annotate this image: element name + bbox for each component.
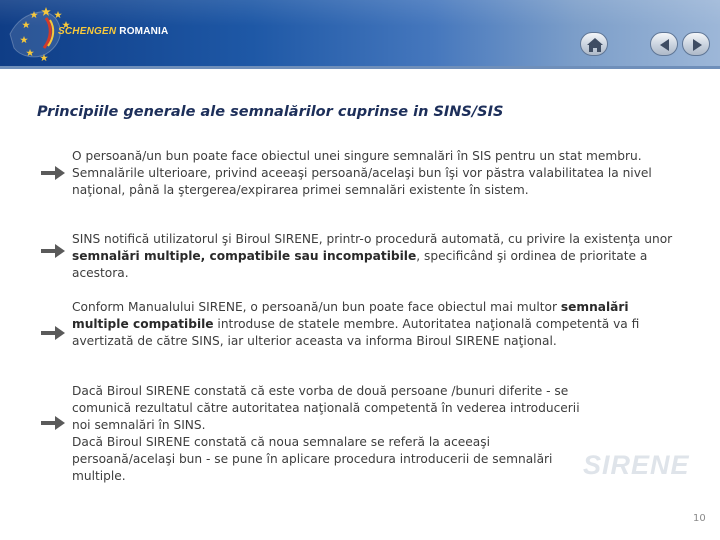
right-arrow-icon [40, 415, 66, 431]
bullet-4-text [72, 383, 592, 434]
right-arrow-icon [40, 325, 66, 341]
bullet-3-segment-end: introduse de statele membre. Autoritatea naţională competentă va fi avertizată de către SINS, iar ulterior aceasta va informa Biroul SIRENE naţional. [72, 317, 640, 348]
brand-romania: ROMANIA [119, 26, 169, 37]
previous-button[interactable] [650, 32, 678, 56]
brand-schengen: SCHENGEN [58, 26, 117, 37]
bullet-2-segment: SINS notifică utilizatorul şi Biroul SIRENE, printr-o procedură automată, cu privire la existenţa unor [72, 232, 673, 246]
header-bar [0, 0, 720, 66]
bullet-1-segment: O persoană/un bun poate face obiectul unei singure semnalări în SIS pentru un stat membru. Semnalările ulterioare, privind aceeaşi persoană/acelaşi bun îşi vor păstra valabilitatea la nivel naţional, până la ştergerea/expirarea primei semnalări existente în sistem. [72, 149, 652, 197]
brand-label [58, 26, 168, 37]
triangle-left-icon [651, 33, 679, 57]
bullet-2-segment-end: , specificând şi ordinea de prioritate a acestora. [72, 249, 648, 280]
bullet-4-line-a: Dacă Biroul SIRENE constată că este vorba de două persoane /bunuri diferite - se comunică rezultatul către autoritatea naţională competentă în vederea introducerii noi semnalări în SINS. [72, 384, 580, 432]
page-number: 10 [693, 513, 706, 524]
bullet-2-text [72, 231, 684, 282]
slide-title: Principiile generale ale semnalărilor cuprinse in SINS/SIS [37, 104, 504, 120]
sirene-watermark: SIRENE [583, 450, 690, 480]
bullet-3-segment: Conform Manualului SIRENE, o persoană/un bun poate face obiectul mai multor [72, 300, 561, 314]
home-icon [581, 33, 609, 57]
bullet-1-text [72, 148, 684, 199]
next-button[interactable] [682, 32, 710, 56]
home-button[interactable] [580, 32, 608, 56]
bullet-4-line-b: Dacă Biroul SIRENE constată că noua semnalare se referă la aceeaşi persoană/acelaşi bun - se pune în aplicare procedura introducerii de semnalări multiple. [72, 435, 553, 483]
right-arrow-icon [40, 165, 66, 181]
bullet-3-bold: semnalări multiple compatibile [72, 300, 629, 331]
triangle-right-icon [683, 33, 711, 57]
header-rule [0, 66, 720, 69]
right-arrow-icon [40, 243, 66, 259]
bullet-3-text [72, 299, 684, 350]
bullet-2-bold: semnalări multiple, compatibile sau incompatibile [72, 249, 417, 263]
